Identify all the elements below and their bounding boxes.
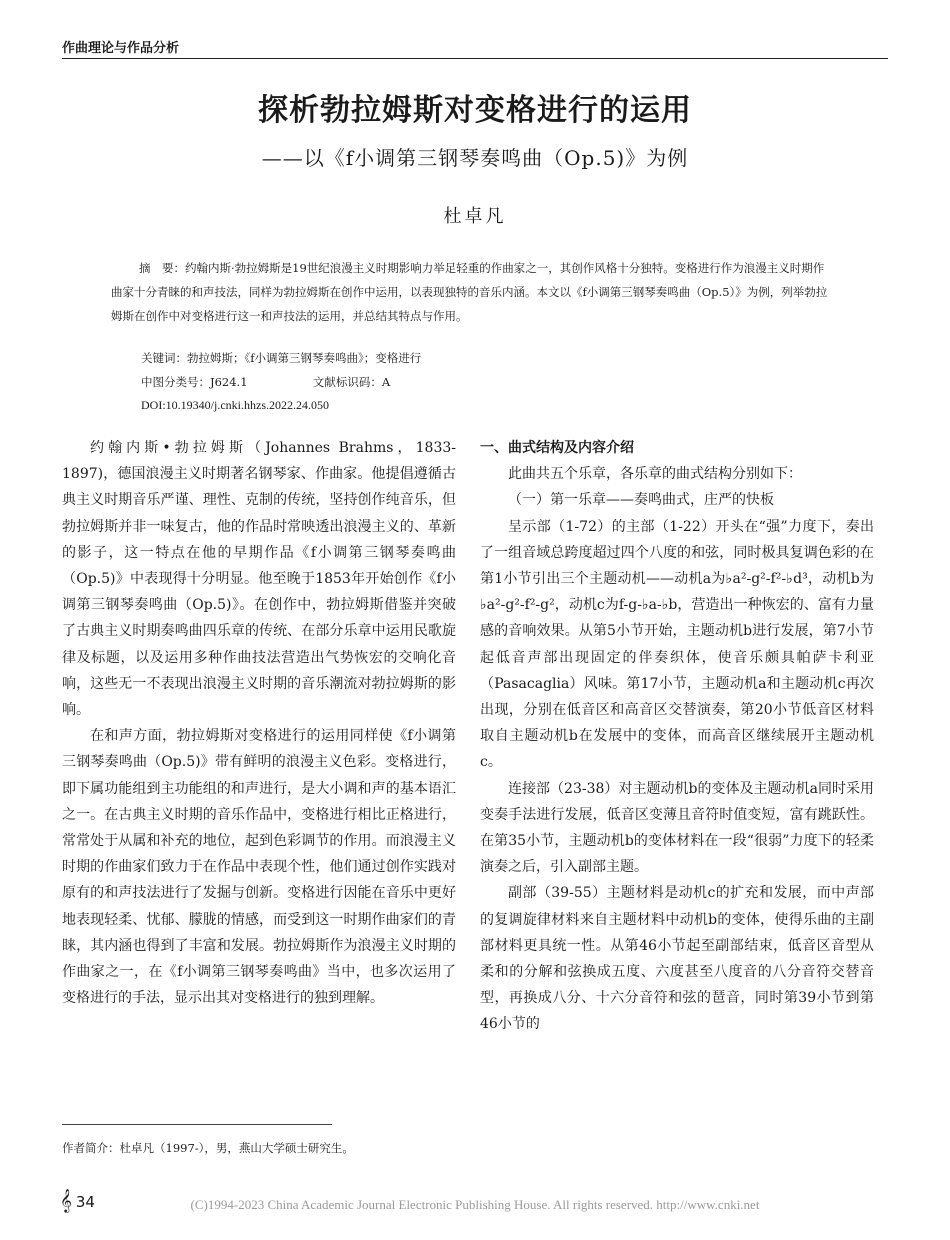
author-footnote: 作者简介：杜卓凡（1997-），男，燕山大学硕士研究生。 [62, 1141, 354, 1155]
keywords-label: 关键词： [141, 351, 187, 365]
keywords-text: 勃拉姆斯；《f小调第三钢琴奏鸣曲》；变格进行 [187, 351, 422, 365]
copyright-notice: (C)1994-2023 China Academic Journal Electronic Publishing House. All rights reserved. http://www.cnki.net [190, 1197, 760, 1212]
author-name: 杜卓凡 [443, 206, 507, 227]
doc-code-value: A [381, 375, 391, 389]
article-subtitle: ——以《f小调第三钢琴奏鸣曲（Op.5)》为例 [261, 146, 689, 170]
clc-value: J624.1 [210, 375, 248, 389]
body-paragraph: 在和声方面，勃拉姆斯对变格进行的运用同样使《f小调第三钢琴奏鸣曲（Op.5)》带有鲜明的浪漫主义色彩。变格进行，即下属功能组到主功能组的和声进行，是大小调和声的基本语汇之一。在古典主义时期的音乐作品中，变格进行相比正格进行，常常处于从属和补充的地位，起到色彩调节的作用。而浪漫主义时期的作曲家们致力于在作品中表现个性，他们通过创作实践对原有的和声技法进行了发掘与创新。变格进行因能在音乐中更好地表现轻柔、忧郁、朦胧的情感，而受到这一时期作曲家们的青睐，其内涵也得到了丰富和发展。勃拉姆斯作为浪漫主义时期的作曲家之一，在《f小调第三钢琴奏鸣曲》当中，也多次运用了变格进行的手法，显示出其对变格进行的独到理解。 [62, 728, 456, 1007]
clc-label: 中图分类号： [141, 375, 210, 389]
body-column-left [62, 435, 456, 1011]
body-column-right [480, 435, 874, 1038]
footnote-divider [62, 1124, 332, 1125]
body-paragraph: （一）第一乐章——奏鸣曲式，庄严的快板 [508, 492, 774, 509]
doc-code-label: 文献标识码： [312, 375, 382, 389]
abstract-text: 约翰内斯·勃拉姆斯是19世纪浪漫主义时期影响力举足轻重的作曲家之一，其创作风格十分独特。变格进行作为浪漫主义时期作曲家十分青睐的和声技法，同样为勃拉姆斯在创作中运用，以表现独特的音乐内涵。本文以《f小调第三钢琴奏鸣曲（Op.5）》为例，列举勃拉姆斯在创作中对变格进行这一和声技法的运用，并总结其特点与作用。 [111, 261, 828, 323]
body-paragraph: 连接部（23-38）对主题动机b的变体及主题动机a同时采用变奏手法进行发展，低音区变薄且音符时值变短，富有跳跃性。在第35小节，主题动机b的变体材料在一段“很弱”力度下的轻柔演奏之后，引入副部主题。 [480, 780, 874, 876]
treble-clef-icon: 𝄞 [60, 1188, 72, 1212]
body-paragraph: 约翰内斯•勃拉姆斯（Johannes Brahms，1833-1897)，德国浪漫主义时期著名钢琴家、作曲家。他提倡遵循古典主义时期音乐严谨、理性、克制的传统，坚持创作纯音乐，但勃拉姆斯并非一味复古，他的作品时常映透出浪漫主义的、革新的影子，这一特点在他的早期作品《f小调第三钢琴奏鸣曲（Op.5)》中表现得十分明显。他至晚于1853年开始创作《f小调第三钢琴奏鸣曲（Op.5)》。在创作中，勃拉姆斯借鉴并突破了古典主义时期奏鸣曲四乐章的传统、在部分乐章中运用民歌旋律及标题，以及运用多种作曲技法营造出气势恢宏的交响化音响，这些无一不表现出浪漫主义时期的音乐潮流对勃拉姆斯的影响。 [62, 440, 456, 719]
page-number-value: 34 [75, 1193, 95, 1211]
article-title: 探析勃拉姆斯对变格进行的运用 [258, 93, 692, 128]
body-paragraph: 呈示部（1-72）的主部（1-22）开头在“强”力度下，奏出了一组音域总跨度超过四个八度的和弦，同时极具复调色彩的在第1小节引出三个主题动机——动机a为♭a²-g²-f²-♭d³，动机b为♭a²-g²-f²-g²，动机c为f-g-♭a-♭b，营造出一种恢宏的、富有力量感的音响效果。从第5小节开始，主题动机b进行发展，第7小节起低音声部出现固定的伴奏织体，使音乐颇具帕萨卡利亚（Pasacaglia）风味。第17小节，主题动机a和主题动机c再次出现，分别在低音区和高音区交替演奏，第20小节低音区材料取自主题动机b在发展中的变体，而高音区继续展开主题动机c。 [480, 518, 874, 771]
abstract-label: 摘 要： [139, 261, 185, 275]
doi: DOI:10.19340/j.cnki.hhzs.2022.24.050 [141, 398, 329, 412]
section-heading: 一、曲式结构及内容介绍 [480, 440, 634, 456]
keywords [141, 350, 421, 366]
journal-section-header: 作曲理论与作品分析 [62, 41, 180, 56]
abstract [111, 256, 834, 328]
classification-line [141, 374, 390, 390]
header-divider [62, 58, 888, 59]
body-paragraph: 副部（39-55）主题材料是动机c的扩充和发展，而中声部的复调旋律材料来自主题材料中动机b的变体，使得乐曲的主副部材料更具统一性。从第46小节起至副部结束，低音区音型从柔和的分解和弦换成五度、六度甚至八度音的八分音符交替音型，再换成八分、十六分音符和弦的琶音，同时第39小节到第46小节的 [480, 885, 874, 1033]
body-paragraph: 此曲共五个乐章，各乐章的曲式结构分别如下： [508, 466, 802, 483]
